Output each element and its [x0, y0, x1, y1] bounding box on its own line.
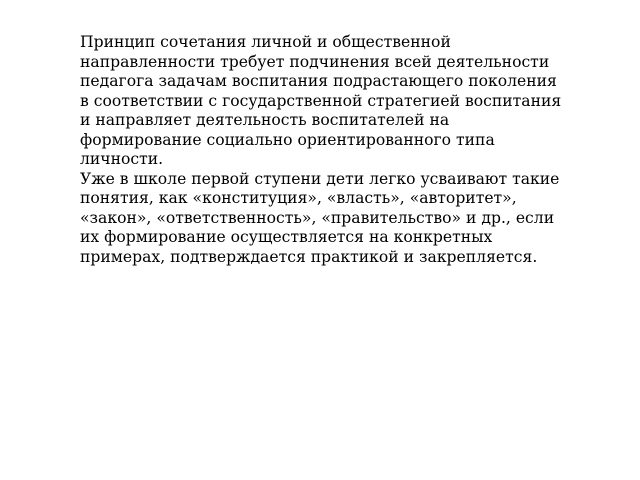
text-line: примерах, подтверждается практикой и закрепляется. — [80, 247, 538, 266]
text-line: Принцип сочетания личной и общественной — [80, 33, 451, 51]
text-line: понятия, как «конституция», «власть», «авторитет», — [80, 189, 517, 207]
text-line: Уже в школе первой ступени дети легко усваивают такие — [80, 169, 560, 188]
text-line: в соответствии с государственной стратегией воспитания — [80, 91, 562, 110]
text-line: «закон», «ответственность», «правительство» и др., если — [80, 208, 555, 227]
text-line: педагога задачам воспитания подрастающего поколения — [80, 72, 557, 90]
text-line: и направляет деятельность воспитателей на — [80, 111, 450, 129]
text-line: личности. — [80, 150, 164, 168]
text-block — [80, 33, 580, 267]
text-line: их формирование осуществляется на конкретных — [80, 228, 493, 246]
text-line: направленности требует подчинения всей деятельности — [80, 52, 550, 71]
text-line: формирование социально ориентированного типа — [80, 130, 495, 149]
paragraph-principle — [80, 33, 580, 170]
paragraph-school — [80, 170, 580, 268]
